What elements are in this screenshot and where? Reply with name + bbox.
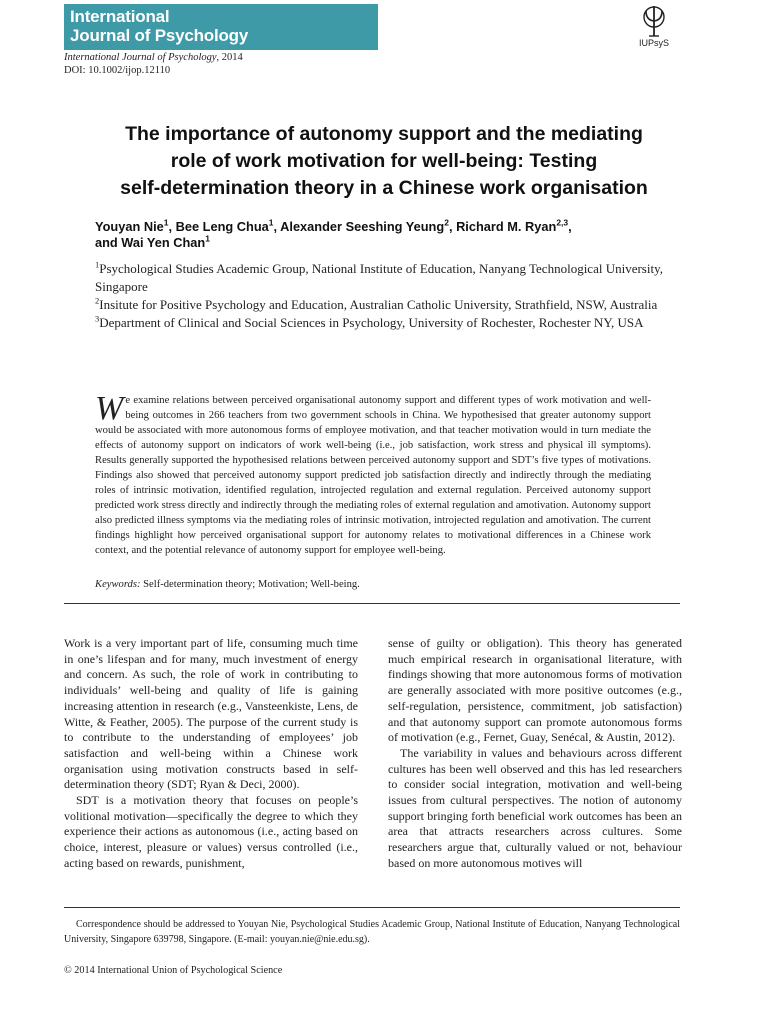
- author-affiliation-mark: 1: [205, 233, 210, 244]
- author-separator: ,: [448, 219, 457, 234]
- keywords: [95, 578, 360, 592]
- affiliation-text: Department of Clinical and Social Sciences in Psychology, University of Rochester, Rochester NY, USA: [99, 315, 644, 330]
- citation-block: [64, 51, 243, 77]
- journal-name-line1: International: [70, 7, 170, 26]
- author-name: Alexander Seeshing Yeung: [280, 219, 445, 234]
- author-name: Richard M. Ryan: [456, 219, 557, 234]
- body-column-left: [64, 636, 358, 872]
- affiliation-mark: 2: [95, 295, 100, 306]
- author-name: Youyan Nie: [95, 219, 164, 234]
- author-separator: ,: [273, 219, 281, 234]
- abstract: [95, 390, 651, 558]
- abstract-divider: [64, 603, 680, 604]
- title-line-3: self-determination theory in a Chinese work organisation: [120, 177, 648, 199]
- affiliations: [95, 260, 675, 332]
- author-separator: ,: [568, 219, 572, 234]
- body-paragraph: sense of guilty or obligation). This theory has generated much empirical research in organisational literature, with findings showing that more autonomous forms of motivation are generally associated with more positive outcomes (e.g., self-regulation, persistence, commitment, job satisfaction) and that autonomy support can promote autonomous forms of motivation (e.g., Fernet, Guay, Senécal, & Austin, 2012).: [388, 636, 682, 745]
- footnote-divider: [64, 907, 680, 908]
- iupsys-logo: [632, 4, 676, 52]
- journal-banner: [64, 4, 378, 50]
- author-name: Bee Leng Chua: [175, 219, 269, 234]
- title-line-2: role of work motivation for well-being: Testing: [170, 150, 598, 172]
- abstract-text: e examine relations between perceived organisational autonomy support and different types of work motivation and well-being outcomes in 266 teachers from two government schools in China. We hypothesised that greater autonomy support would be associated with more autonomous forms of employee motivation, and that teacher motivation would in turn mediate the effects of autonomy support on indicators of work well-being (i.e., job satisfaction, work stress and physical ill symptoms). Results generally supported the hypothesised relations between perceived autonomy support and SDT’s five types of motivations. Findings also showed that perceived autonomy support predicted job satisfaction directly and indirectly through the mediating roles of intrinsic motivation, identified regulation, introjected regulation and external regulation. Perceived autonomy support predicted work stress directly and indirectly through the mediating roles of external regulation and amotivation. Autonomy support also predicted illness symptoms via the mediating roles of intrinsic motivation, introjected regulation and amotivation. The current findings highlight how perceived organisational support for autonomy relates to motivational differences in a Chinese work context, and the potential relevance of autonomy support for employee well-being.: [95, 395, 651, 556]
- author-affiliation-mark: 2: [444, 217, 449, 228]
- author-separator: ,: [168, 219, 176, 234]
- title-line-1: The importance of autonomy support and the mediating: [125, 123, 643, 145]
- correspondence-footnote: Correspondence should be addressed to Youyan Nie, Psychological Studies Academic Group, National Institute of Education, Nanyang Technological University, Singapore 639798, Singapore. (E-mail: youyan.nie@nie.edu.sg).: [64, 919, 680, 945]
- copyright-notice: © 2014 International Union of Psychological Science: [64, 965, 283, 976]
- psi-emblem-icon: [641, 4, 667, 38]
- doi: DOI: 10.1002/ijop.12110: [64, 65, 171, 76]
- author-affiliation-mark: 1: [163, 217, 169, 228]
- affiliation-text: Psychological Studies Academic Group, National Institute of Education, Nanyang Technological University, Singapore: [95, 261, 663, 294]
- citation-year: , 2014: [216, 52, 243, 63]
- body-paragraph: The variability in values and behaviours across different cultures has been well observed and this has led researchers to consider social integration, motivation and well-being issues from cultural perspectives. The notion of autonomy support bringing forth beneficial work outcomes has been an area that attracts researchers across cultures. Some researchers argue that, culturally valued or not, behaviour based on more autonomous motives will: [388, 745, 682, 870]
- author-list: [95, 219, 675, 251]
- body-paragraph: SDT is a motivation theory that focuses on people’s volitional motivation—specifically the degree to which they experience their actions as autonomous (i.e., acting based on choice, interest, pleasure or values) versus controlled (i.e., acting based on rewards, punishment,: [64, 793, 358, 870]
- journal-name-line2: Journal of Psychology: [70, 26, 249, 45]
- abstract-drop-cap: W: [95, 390, 124, 427]
- author-name: and Wai Yen Chan: [95, 235, 206, 250]
- keywords-list: Self-determination theory; Motivation; Well-being.: [140, 579, 360, 590]
- affiliation: [95, 314, 675, 332]
- author-affiliation-mark: 1: [268, 217, 274, 228]
- author-affiliation-mark: 2,3: [556, 217, 569, 228]
- body-column-right: [388, 636, 682, 872]
- keywords-label: Keywords:: [95, 579, 141, 590]
- affiliation: [95, 260, 675, 296]
- affiliation: [95, 296, 675, 314]
- logo-label: IUPsyS: [638, 38, 669, 48]
- citation-journal: International Journal of Psychology: [64, 52, 217, 63]
- article-title: [64, 121, 704, 202]
- affiliation-mark: 1: [95, 259, 100, 270]
- affiliation-text: Insitute for Positive Psychology and Education, Australian Catholic University, Strathfield, NSW, Australia: [99, 297, 658, 312]
- affiliation-mark: 3: [95, 313, 100, 324]
- body-paragraph: Work is a very important part of life, consuming much time in one’s lifespan and for many, much investment of energy and concern. As such, the role of work in contributing to individuals’ well-being and quality of life is gaining increasing attention in research (e.g., Vansteenkiste, Lens, de Witte, & Feather, 2005). The purpose of the current study is to contribute to the understanding of employees’ job satisfaction and well-being within a Chinese work organisation using motivation constructs based in self-determination theory (SDT; Ryan & Deci, 2000).: [64, 636, 358, 792]
